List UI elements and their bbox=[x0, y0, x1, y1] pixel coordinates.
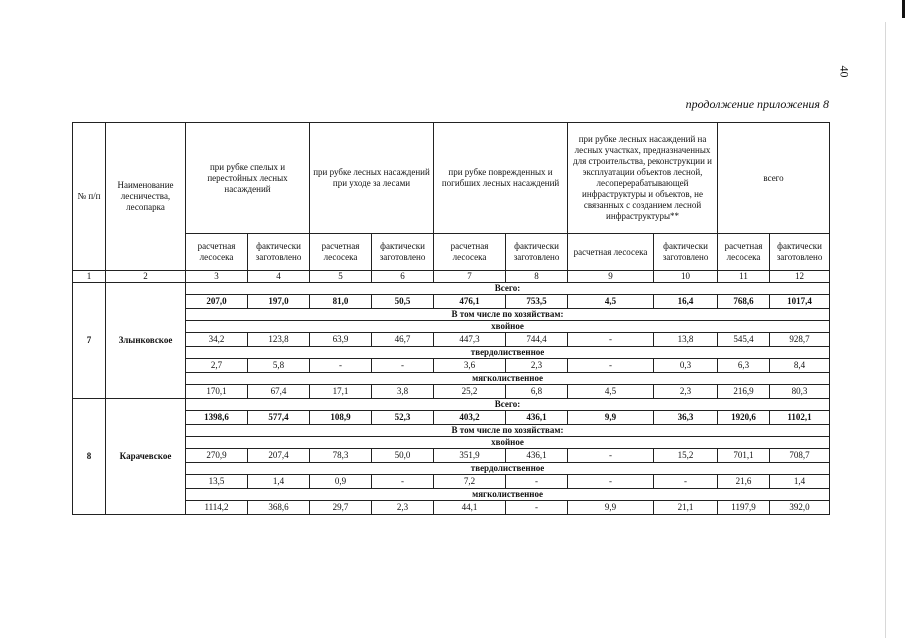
table-cell: 63,9 bbox=[310, 333, 372, 347]
table-cell: 36,3 bbox=[654, 411, 718, 425]
table-cell: 2,3 bbox=[372, 501, 434, 515]
table-cell: - bbox=[310, 359, 372, 373]
table-cell: 476,1 bbox=[434, 295, 506, 309]
table-cell: - bbox=[568, 449, 654, 463]
table-cell: 2,3 bbox=[654, 385, 718, 399]
page-caption: продолжение приложения 8 bbox=[685, 97, 829, 111]
table-cell: 6,8 bbox=[506, 385, 568, 399]
column-number-cell: 9 bbox=[568, 271, 654, 283]
table-cell: 1398,6 bbox=[186, 411, 248, 425]
table-cell: 3,6 bbox=[434, 359, 506, 373]
table-cell: 1,4 bbox=[770, 475, 830, 489]
table-cell: 1114,2 bbox=[186, 501, 248, 515]
table-cell: 7,2 bbox=[434, 475, 506, 489]
section-label-row bbox=[73, 489, 830, 501]
section-label-row bbox=[73, 309, 830, 321]
table-cell: 4,5 bbox=[568, 295, 654, 309]
table-cell: 447,3 bbox=[434, 333, 506, 347]
header-group-infrastructure: при рубке лесных насаждений на лесных участках, предназначенных для строительства, реконструкции и эксплуатации объектов лесной, лесоперерабатывающей инфраструктуры и объектов, не связанных с созданием лесной инфраструктуры** bbox=[568, 123, 718, 234]
table-cell: 216,9 bbox=[718, 385, 770, 399]
table-cell: 0,3 bbox=[654, 359, 718, 373]
forestry-index: 8 bbox=[73, 399, 106, 515]
table-cell: 928,7 bbox=[770, 333, 830, 347]
section-label-row bbox=[73, 463, 830, 475]
column-number-cell: 8 bbox=[506, 271, 568, 283]
table-row bbox=[73, 333, 830, 347]
table-cell: 34,2 bbox=[186, 333, 248, 347]
table-cell: 436,1 bbox=[506, 411, 568, 425]
section-label-row bbox=[73, 283, 830, 295]
subheader-cell: расчетная лесосека bbox=[718, 234, 770, 271]
table-cell: 13,5 bbox=[186, 475, 248, 489]
table-cell: 9,9 bbox=[568, 411, 654, 425]
table-cell: - bbox=[568, 333, 654, 347]
table-cell: 108,9 bbox=[310, 411, 372, 425]
table-row bbox=[73, 449, 830, 463]
section-label-conifer: хвойное bbox=[186, 437, 830, 449]
table-cell: 6,3 bbox=[718, 359, 770, 373]
table-cell: - bbox=[568, 475, 654, 489]
column-number-cell: 2 bbox=[106, 271, 186, 283]
table-cell: 436,1 bbox=[506, 449, 568, 463]
table-cell: 8,4 bbox=[770, 359, 830, 373]
table-cell: 4,5 bbox=[568, 385, 654, 399]
header-group-damaged: при рубке поврежденных и погибших лесных насаждений bbox=[434, 123, 568, 234]
column-number-cell: 6 bbox=[372, 271, 434, 283]
table-cell: 17,1 bbox=[310, 385, 372, 399]
column-number-cell: 7 bbox=[434, 271, 506, 283]
table-cell: 1102,1 bbox=[770, 411, 830, 425]
scan-edge-line bbox=[885, 22, 886, 638]
forestry-name: Карачевское bbox=[106, 399, 186, 515]
table-cell: 197,0 bbox=[248, 295, 310, 309]
column-number-cell: 1 bbox=[73, 271, 106, 283]
table-cell: 123,8 bbox=[248, 333, 310, 347]
subheader-cell: расчетная лесосека bbox=[310, 234, 372, 271]
table-cell: 392,0 bbox=[770, 501, 830, 515]
table-cell: 44,1 bbox=[434, 501, 506, 515]
section-label-total: Всего: bbox=[186, 283, 830, 295]
section-label-softwood: мягколиственное bbox=[186, 373, 830, 385]
subheader-cell: расчетная лесосека bbox=[186, 234, 248, 271]
table-cell: 744,4 bbox=[506, 333, 568, 347]
column-numbers-row bbox=[73, 271, 830, 283]
section-label-hardwood: твердолиственное bbox=[186, 347, 830, 359]
table-cell: 5,8 bbox=[248, 359, 310, 373]
forestry-name: Злынковское bbox=[106, 283, 186, 399]
table-cell: - bbox=[506, 501, 568, 515]
section-label-hardwood: твердолиственное bbox=[186, 463, 830, 475]
column-number-cell: 3 bbox=[186, 271, 248, 283]
table-cell: 9,9 bbox=[568, 501, 654, 515]
section-label-row bbox=[73, 425, 830, 437]
subheader-cell: фактически заготовлено bbox=[654, 234, 718, 271]
table-row bbox=[73, 295, 830, 309]
table-cell: 50,0 bbox=[372, 449, 434, 463]
table-cell: 21,1 bbox=[654, 501, 718, 515]
section-label-conifer: хвойное bbox=[186, 321, 830, 333]
table-cell: 46,7 bbox=[372, 333, 434, 347]
table-row bbox=[73, 385, 830, 399]
section-label-row bbox=[73, 399, 830, 411]
table-cell: 29,7 bbox=[310, 501, 372, 515]
table-cell: 1920,6 bbox=[718, 411, 770, 425]
table-cell: - bbox=[568, 359, 654, 373]
table-cell: 81,0 bbox=[310, 295, 372, 309]
subheader-cell: расчетная лесосека bbox=[568, 234, 654, 271]
table-cell: - bbox=[372, 475, 434, 489]
table-cell: 403,2 bbox=[434, 411, 506, 425]
page-number: 40 bbox=[837, 65, 852, 78]
table-row bbox=[73, 359, 830, 373]
column-number-cell: 11 bbox=[718, 271, 770, 283]
column-number-cell: 5 bbox=[310, 271, 372, 283]
section-label-row bbox=[73, 437, 830, 449]
subheader-cell: фактически заготовлено bbox=[248, 234, 310, 271]
table-cell: - bbox=[372, 359, 434, 373]
table-cell: 1017,4 bbox=[770, 295, 830, 309]
table-cell: 1197,9 bbox=[718, 501, 770, 515]
table-cell: 170,1 bbox=[186, 385, 248, 399]
table-cell: 50,5 bbox=[372, 295, 434, 309]
table-cell: 1,4 bbox=[248, 475, 310, 489]
table-cell: 207,4 bbox=[248, 449, 310, 463]
table-cell: 545,4 bbox=[718, 333, 770, 347]
table-cell: 3,8 bbox=[372, 385, 434, 399]
section-label-row bbox=[73, 373, 830, 385]
subheader-cell: фактически заготовлено bbox=[372, 234, 434, 271]
header-group-mature: при рубке спелых и перестойных лесных насаждений bbox=[186, 123, 310, 234]
table-cell: - bbox=[506, 475, 568, 489]
subheader-cell: фактически заготовлено bbox=[770, 234, 830, 271]
forestry-table bbox=[72, 122, 830, 515]
table-cell: 78,3 bbox=[310, 449, 372, 463]
header-name: Наименование лесничества, лесопарка bbox=[106, 123, 186, 271]
header-group-care: при рубке лесных насаждений при уходе за лесами bbox=[310, 123, 434, 234]
table-cell: 351,9 bbox=[434, 449, 506, 463]
table-cell: 52,3 bbox=[372, 411, 434, 425]
table-cell: 13,8 bbox=[654, 333, 718, 347]
column-number-cell: 12 bbox=[770, 271, 830, 283]
column-number-cell: 10 bbox=[654, 271, 718, 283]
section-label-total: Всего: bbox=[186, 399, 830, 411]
subheader-cell: фактически заготовлено bbox=[506, 234, 568, 271]
forestry-index: 7 bbox=[73, 283, 106, 399]
table-cell: 708,7 bbox=[770, 449, 830, 463]
column-number-cell: 4 bbox=[248, 271, 310, 283]
subheader-cell: расчетная лесосека bbox=[434, 234, 506, 271]
section-label-including: В том числе по хозяйствам: bbox=[186, 425, 830, 437]
section-label-softwood: мягколиственное bbox=[186, 489, 830, 501]
table-cell: 21,6 bbox=[718, 475, 770, 489]
table-row bbox=[73, 475, 830, 489]
table-cell: 0,9 bbox=[310, 475, 372, 489]
table-cell: 25,2 bbox=[434, 385, 506, 399]
section-label-including: В том числе по хозяйствам: bbox=[186, 309, 830, 321]
table-row bbox=[73, 501, 830, 515]
section-label-row bbox=[73, 347, 830, 359]
table-cell: 2,7 bbox=[186, 359, 248, 373]
table-cell: 207,0 bbox=[186, 295, 248, 309]
table-cell: 270,9 bbox=[186, 449, 248, 463]
table-cell: - bbox=[654, 475, 718, 489]
table-cell: 577,4 bbox=[248, 411, 310, 425]
table-cell: 80,3 bbox=[770, 385, 830, 399]
table-cell: 368,6 bbox=[248, 501, 310, 515]
header-group-total: всего bbox=[718, 123, 830, 234]
table-cell: 768,6 bbox=[718, 295, 770, 309]
section-label-row bbox=[73, 321, 830, 333]
table-cell: 16,4 bbox=[654, 295, 718, 309]
table-cell: 753,5 bbox=[506, 295, 568, 309]
header-num: № п/п bbox=[73, 123, 106, 271]
table-cell: 15,2 bbox=[654, 449, 718, 463]
table-cell: 2,3 bbox=[506, 359, 568, 373]
table-row bbox=[73, 411, 830, 425]
table-cell: 67,4 bbox=[248, 385, 310, 399]
table-cell: 701,1 bbox=[718, 449, 770, 463]
